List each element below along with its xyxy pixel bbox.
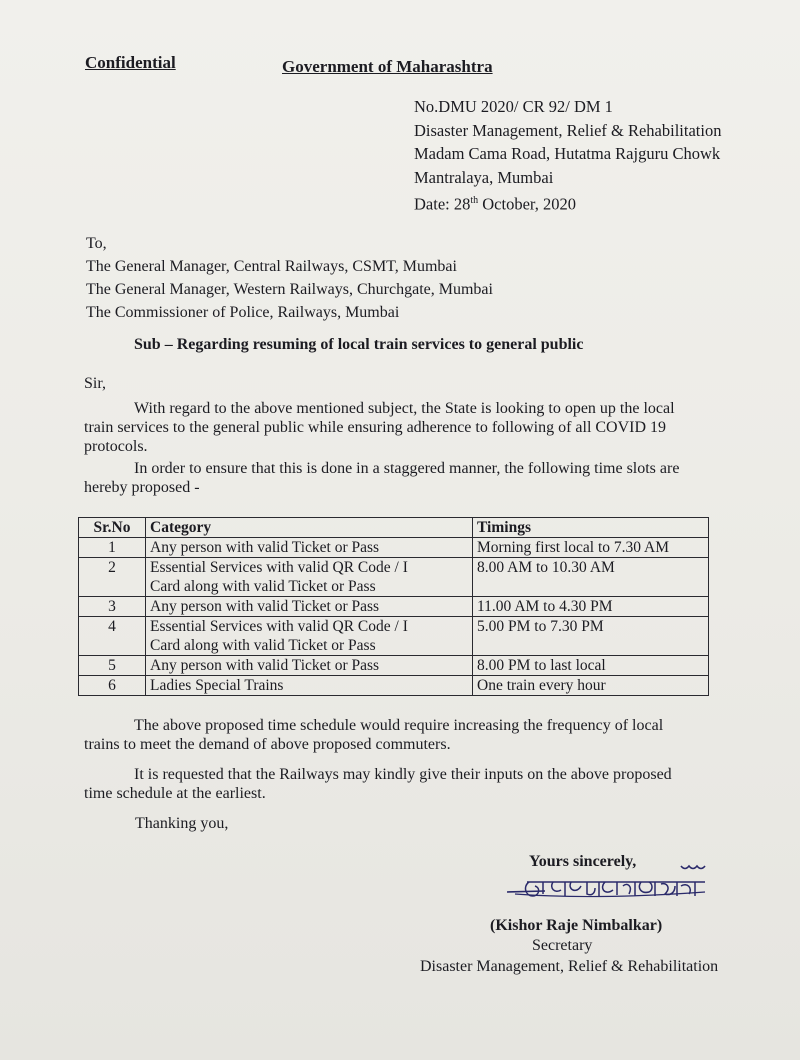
recipient-line: The General Manager, Western Railways, Churchgate, Mumbai (86, 281, 493, 298)
closing-line: Yours sincerely, (529, 853, 637, 870)
table-row (79, 597, 709, 617)
subject-line: Sub – Regarding resuming of local train services to general public (134, 336, 584, 353)
table-row (79, 676, 709, 696)
recipient-line: The Commissioner of Police, Railways, Mumbai (86, 304, 400, 321)
time-slots-table (78, 517, 709, 696)
paragraph-line: trains to meet the demand of above proposed commuters. (84, 736, 451, 753)
recipient-line: The General Manager, Central Railways, CSMT, Mumbai (86, 258, 457, 275)
table-row (79, 558, 709, 597)
cell-category: Essential Services with valid QR Code / I Card along with valid Ticket or Pass (146, 617, 473, 656)
table-row (79, 617, 709, 656)
sender-address (414, 95, 721, 216)
cell-timing: Morning first local to 7.30 AM (473, 538, 709, 558)
header-category: Category (146, 518, 473, 538)
cell-timing: 8.00 PM to last local (473, 656, 709, 676)
road-address: Madam Cama Road, Hutatma Rajguru Chowk (414, 144, 721, 163)
cell-srno: 3 (79, 597, 146, 617)
confidential-label: Confidential (85, 53, 176, 72)
cell-timing: One train every hour (473, 676, 709, 696)
cell-category: Any person with valid Ticket or Pass (146, 597, 473, 617)
table-row (79, 656, 709, 676)
cell-category: Ladies Special Trains (146, 676, 473, 696)
signatory-name: (Kishor Raje Nimbalkar) (490, 917, 663, 934)
cell-timing: 8.00 AM to 10.30 AM (473, 558, 709, 597)
paragraph-line: It is requested that the Railways may kindly give their inputs on the above proposed (134, 766, 672, 783)
signatory-title: Secretary (532, 937, 593, 954)
city: Mantralaya, Mumbai (414, 167, 554, 187)
header-srno: Sr.No (79, 518, 146, 538)
paragraph-line: hereby proposed - (84, 479, 200, 496)
cell-srno: 1 (79, 538, 146, 558)
paragraph-line: protocols. (84, 438, 148, 455)
cell-srno: 4 (79, 617, 146, 656)
signatory-department: Disaster Management, Relief & Rehabilitation (420, 958, 719, 975)
table-header-row (79, 518, 709, 538)
letter-date: Date: 28th October, 2020 (414, 194, 576, 214)
paragraph-intro (84, 399, 744, 456)
department-name: Disaster Management, Relief & Rehabilitation (414, 120, 722, 140)
paragraph-line: The above proposed time schedule would require increasing the frequency of local (134, 717, 664, 734)
government-heading: Government of Maharashtra (282, 57, 493, 76)
cell-srno: 5 (79, 656, 146, 676)
cell-srno: 6 (79, 676, 146, 696)
paragraph-proposal (84, 459, 744, 497)
thanking-line: Thanking you, (135, 815, 229, 832)
paragraph-line: time schedule at the earliest. (84, 785, 266, 802)
cell-timing: 5.00 PM to 7.30 PM (473, 617, 709, 656)
handwritten-signature (505, 860, 720, 910)
cell-srno: 2 (79, 558, 146, 597)
cell-timing: 11.00 AM to 4.30 PM (473, 597, 709, 617)
cell-category: Any person with valid Ticket or Pass (146, 656, 473, 676)
cell-category: Any person with valid Ticket or Pass (146, 538, 473, 558)
paragraph-line: In order to ensure that this is done in a staggered manner, the following time slots are (134, 460, 680, 477)
header-timings: Timings (473, 518, 709, 538)
recipients-block (86, 232, 493, 324)
paragraph-frequency (84, 716, 744, 754)
reference-number: No.DMU 2020/ CR 92/ DM 1 (414, 97, 613, 116)
salutation: Sir, (84, 375, 107, 392)
paragraph-line: train services to the general public while ensuring adherence to following of all COVID 19 (84, 419, 667, 436)
to-label: To, (86, 235, 107, 252)
cell-category: Essential Services with valid QR Code / I Card along with valid Ticket or Pass (146, 558, 473, 597)
paragraph-line: With regard to the above mentioned subject, the State is looking to open up the local (134, 400, 675, 417)
table-row (79, 538, 709, 558)
paragraph-request (84, 765, 744, 803)
